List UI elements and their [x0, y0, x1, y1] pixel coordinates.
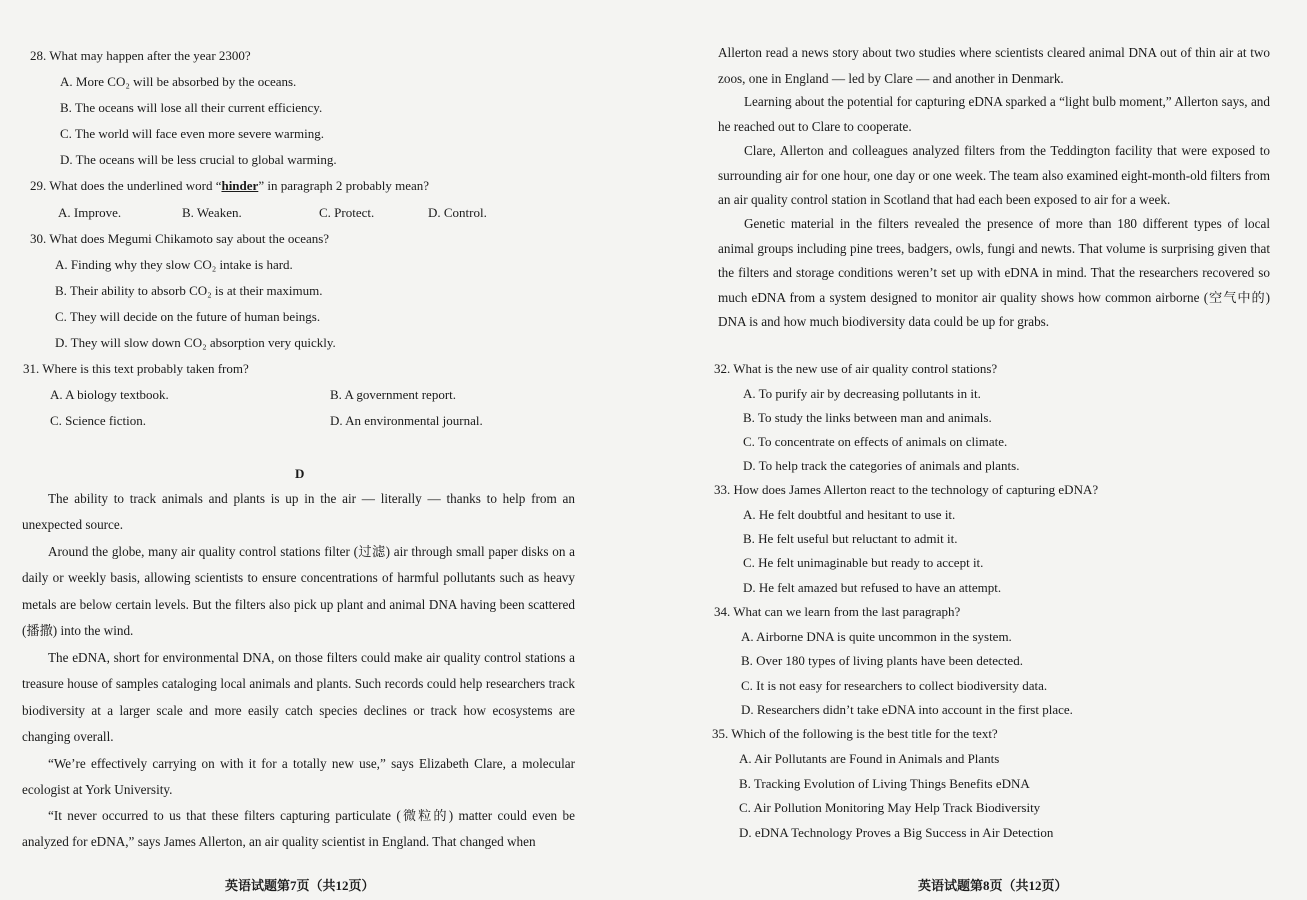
question-35-option-a: A. Air Pollutants are Found in Animals and Plants [739, 751, 1000, 766]
question-35-option-d: D. eDNA Technology Proves a Big Success in Air Detection [739, 825, 1054, 840]
passage-paragraph-1: The ability to track animals and plants is up in the air — literally — thanks to help from an unexpected source. [22, 491, 575, 533]
question-31-option-c: C. Science fiction. [50, 413, 147, 428]
left-page [0, 0, 600, 900]
question-32-option-b: B. To study the links between man and animals. [743, 410, 992, 425]
passage-paragraph-5: “It never occurred to us that these filters capturing particulate (微粒的) matter could even be analyzed for eDNA,” says James Allerton, an air quality scientist in England. That changed when [22, 808, 575, 850]
right-page [700, 0, 1290, 900]
question-35-option-c: C. Air Pollution Monitoring May Help Track Biodiversity [739, 800, 1041, 815]
question-35-stem: 35. Which of the following is the best title for the text? [712, 726, 998, 741]
question-31-stem: 31. Where is this text probably taken from? [23, 361, 249, 376]
question-29-option-c: C. Protect. [319, 205, 375, 220]
question-29-option-d: D. Control. [428, 205, 487, 220]
question-32-option-c: C. To concentrate on effects of animals on climate. [743, 434, 1008, 449]
question-33-option-a: A. He felt doubtful and hesitant to use it. [743, 507, 956, 522]
question-34-option-a: A. Airborne DNA is quite uncommon in the system. [741, 629, 1012, 644]
page-footer-right: 英语试题第8页（共12页） [918, 878, 1068, 893]
question-29-stem-before: 29. What does the underlined word “ [30, 178, 222, 193]
question-30-option-c: C. They will decide on the future of human beings. [55, 309, 321, 324]
question-34-option-b: B. Over 180 types of living plants have been detected. [741, 653, 1023, 668]
question-32-option-d: D. To help track the categories of animals and plants. [743, 458, 1020, 473]
question-33-option-b: B. He felt useful but reluctant to admit it. [743, 531, 958, 546]
question-33-option-d: D. He felt amazed but refused to have an attempt. [743, 580, 1002, 595]
passage-paragraph-7: Learning about the potential for capturing eDNA sparked a “light bulb moment,” Allerton says, and he reached out to Clare to cooperate. [718, 94, 1270, 134]
page-footer-left: 英语试题第7页（共12页） [225, 878, 375, 893]
question-31-option-d: D. An environmental journal. [330, 413, 483, 428]
question-35-option-b: B. Tracking Evolution of Living Things Benefits eDNA [739, 776, 1030, 791]
question-28-option-c: C. The world will face even more severe warming. [60, 126, 324, 141]
question-31-option-b: B. A government report. [330, 387, 457, 402]
question-30-stem: 30. What does Megumi Chikamoto say about the oceans? [30, 231, 330, 246]
passage-paragraph-4: “We’re effectively carrying on with it for a totally new use,” says Elizabeth Clare, a molecular ecologist at York University. [22, 756, 575, 798]
question-28-option-a: A. More CO₂ will be absorbed by the oceans. [60, 74, 297, 89]
question-34-stem: 34. What can we learn from the last paragraph? [714, 604, 961, 619]
question-29-stem-after: ” in paragraph 2 probably mean? [258, 178, 430, 193]
section-letter: D [295, 466, 305, 481]
question-30-option-a: A. Finding why they slow CO₂ intake is hard. [55, 257, 293, 272]
question-31-option-a: A. A biology textbook. [50, 387, 169, 402]
question-30-option-d: D. They will slow down CO₂ absorption very quickly. [55, 335, 336, 350]
question-29-stem [30, 177, 429, 195]
question-34-option-d: D. Researchers didn’t take eDNA into account in the first place. [741, 702, 1073, 717]
question-34-option-c: C. It is not easy for researchers to collect biodiversity data. [741, 678, 1048, 693]
passage-paragraph-8: Clare, Allerton and colleagues analyzed filters from the Teddington facility that were exposed to surrounding air for one hour, one day or one week. The team also examined eight-month-old filters from an air quality control station in Scotland that had each been exposed to air for a week. [718, 143, 1270, 207]
question-30-option-b: B. Their ability to absorb CO₂ is at their maximum. [55, 283, 323, 298]
question-28-option-d: D. The oceans will be less crucial to global warming. [60, 152, 337, 167]
question-32-stem: 32. What is the new use of air quality control stations? [714, 361, 998, 376]
passage-paragraph-6: Allerton read a news story about two studies where scientists cleared animal DNA out of thin air at two zoos, one in England — led by Clare — and another in Denmark. [718, 45, 1270, 87]
underlined-word-hinder: hinder [221, 178, 259, 193]
question-29-option-a: A. Improve. [58, 205, 122, 220]
question-29-option-b: B. Weaken. [182, 205, 242, 220]
question-33-option-c: C. He felt unimaginable but ready to accept it. [743, 555, 984, 570]
passage-paragraph-9: Genetic material in the filters revealed the presence of more than 180 different types of local animal groups including pine trees, badgers, owls, fungi and newts. That volume is surprising given that the filters and storage conditions weren’t set up with eDNA in mind. That the researchers recovered so much eDNA from a system designed to monitor air quality shows how common airborne (空气中的) DNA is and how much biodiversity data could be up for grabs. [718, 216, 1270, 329]
passage-paragraph-2: Around the globe, many air quality control stations filter (过滤) air through small paper disks on a daily or weekly basis, allowing scientists to ensure concentrations of harmful pollutants such as heavy metals are below certain levels. But the filters also pick up plant and animal DNA having been scattered (播撒) into the wind. [22, 544, 575, 638]
question-33-stem: 33. How does James Allerton react to the technology of capturing eDNA? [714, 482, 1099, 497]
question-32-option-a: A. To purify air by decreasing pollutants in it. [743, 386, 981, 401]
question-28-stem: 28. What may happen after the year 2300? [30, 48, 251, 63]
question-28-option-b: B. The oceans will lose all their current efficiency. [60, 100, 323, 115]
passage-paragraph-3: The eDNA, short for environmental DNA, on those filters could make air quality control stations a treasure house of samples cataloging local animals and plants. Such records could help researchers track biodiversity at a larger scale and more easily catch species declines or track how ecosystems are changing overall. [22, 650, 575, 744]
